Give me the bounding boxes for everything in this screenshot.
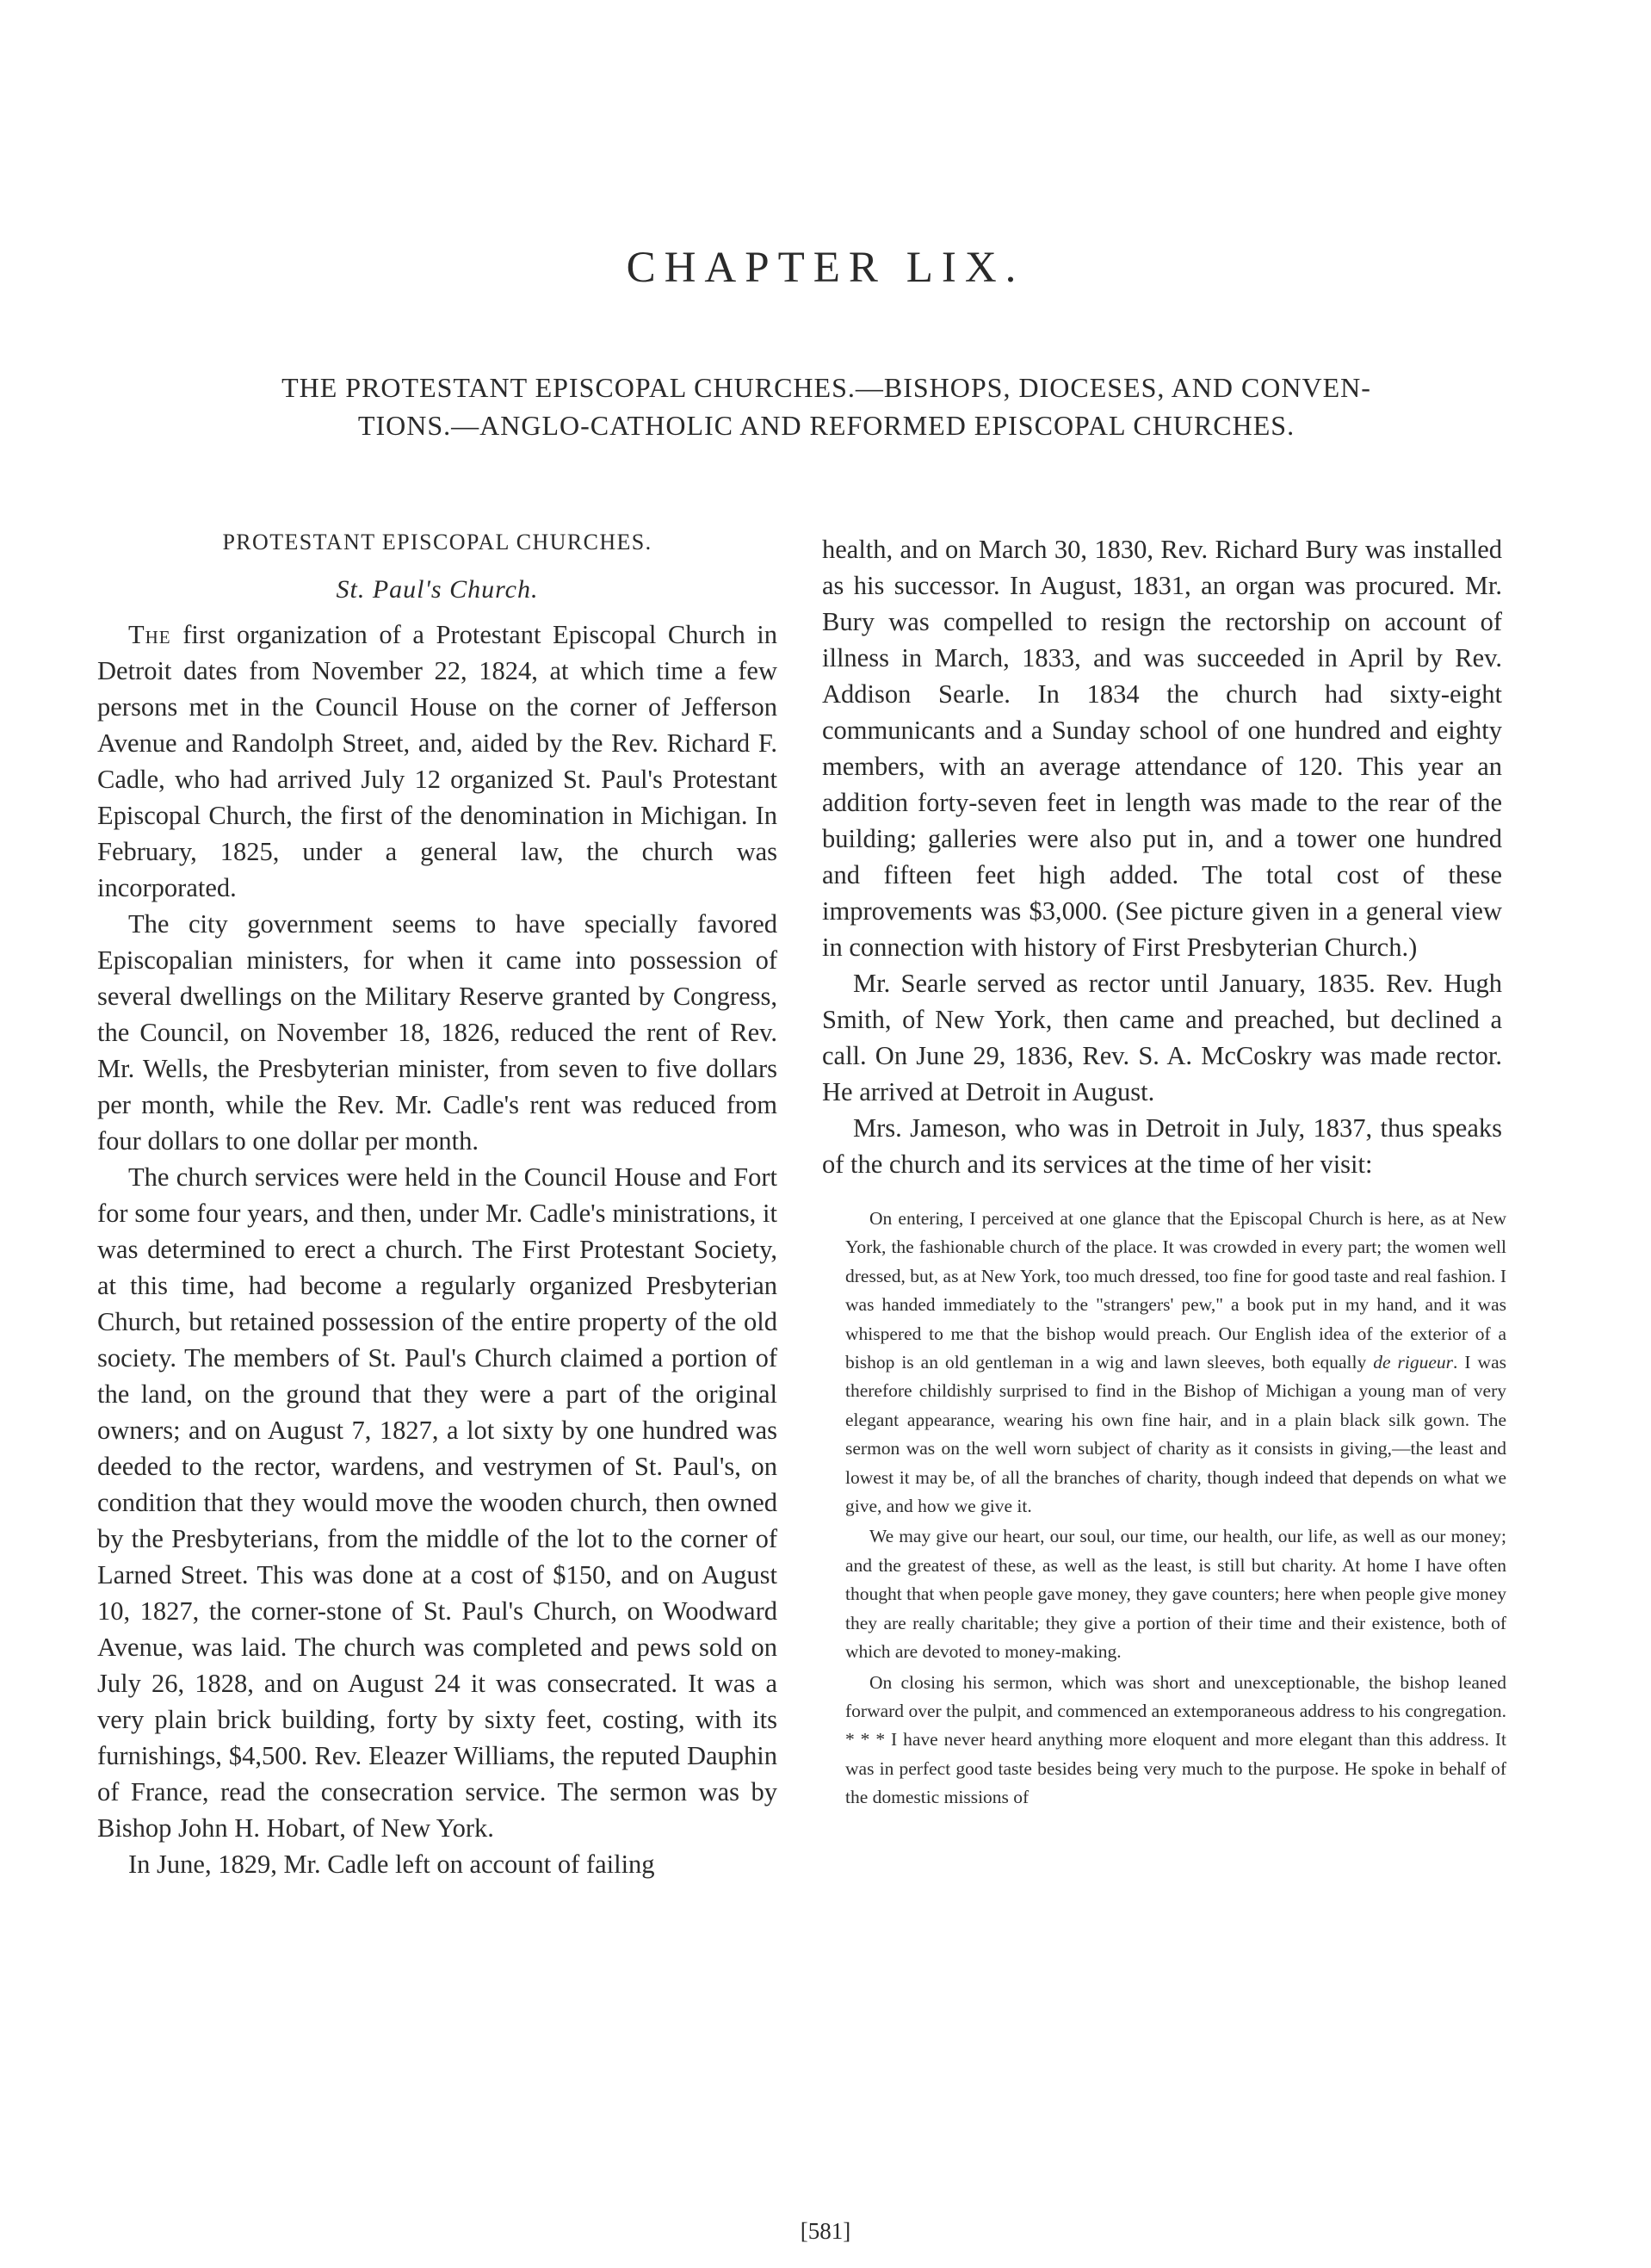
- church-heading: St. Paul's Church.: [336, 575, 539, 604]
- left-column: [97, 525, 777, 1882]
- chapter-title: CHAPTER LIX.: [626, 244, 1025, 292]
- chapter-subtitle-line-1: THE PROTESTANT EPISCOPAL CHURCHES.—BISHOPS, DIOCESES, AND CONVEN-: [281, 372, 1371, 403]
- block-quote: [845, 1205, 1506, 1813]
- paragraph: Mr. Searle served as rector until January, 1835. Rev. Hugh Smith, of New York, then came and preached, but declined a call. On June 29, 1836, Rev. S. A. McCoskry was made rector. He arrived at Detroit in August.: [822, 969, 1502, 1106]
- quote-italic-text: de rigueur: [1373, 1352, 1454, 1373]
- chapter-subtitle: [95, 369, 1558, 444]
- paragraph: The city government seems to have specially favored Episcopalian ministers, for when it came into possession of several dwellings on the Military Reserve granted by Congress, the Council, on November 18, 1826, reduced the rent of Rev. Mr. Wells, the Presbyterian minister, from seven to five dollars per month, while the Rev. Mr. Cadle's rent was reduced from four dollars to one dollar per month.: [97, 909, 777, 1156]
- paragraph: Mrs. Jameson, who was in Detroit in July, 1837, thus speaks of the church and its services at the time of her visit:: [822, 1113, 1502, 1179]
- paragraph: health, and on March 30, 1830, Rev. Richard Bury was installed as his successor. In August, 1831, an organ was procured. Mr. Bury was compelled to resign the rectorship on account of illness in March, 1833, and was succeeded in April by Rev. Addison Searle. In 1834 the church had sixty-eight communicants and a Sunday school of one hundred and eighty members, with an average attendance of 120. This year an addition forty-seven feet in length was made to the rear of the building; galleries were also put in, and a tower one hundred and fifteen feet high added. The total cost of these improvements was $3,000. (See picture given in a general view in connection with history of First Presbyterian Church.): [822, 535, 1502, 962]
- right-column: [822, 531, 1506, 1813]
- paragraph: The church services were held in the Council House and Fort for some four years, and then, under Mr. Cadle's ministrations, it was determined to erect a church. The First Protestant Society, at this time, had become a regularly organized Presbyterian Church, but retained possession of the entire property of the old society. The members of St. Paul's Church claimed a portion of the land, on the ground that they were a part of the original owners; and on August 7, 1827, a lot sixty by one hundred was deeded to the rector, wardens, and vestrymen of St. Paul's, on condition that they would move the wooden church, then owned by the Presbyterians, from the middle of the lot to the corner of Larned Street. This was done at a cost of $150, and on August 10, 1827, the corner-stone of St. Paul's Church, on Woodward Avenue, was laid. The church was completed and pews sold on July 26, 1828, and on August 24 it was consecrated. It was a very plain brick building, forty by sixty feet, costing, with its furnishings, $4,500. Rev. Eleazer Williams, the reputed Dauphin of France, read the consecration service. The sermon was by Bishop John H. Hobart, of New York.: [97, 1162, 777, 1843]
- quote-paragraph: [845, 1205, 1506, 1521]
- chapter-subtitle-line-2: TIONS.—ANGLO-CATHOLIC AND REFORMED EPISCOPAL CHURCHES.: [357, 410, 1295, 441]
- page-number: [581]: [800, 2218, 851, 2244]
- quote-text: . I was therefore childishly surprised to find in the Bishop of Michigan a young man of very elegant appearance, wearing his own fine hair, and in a plain black silk gown. The sermon was on the well worn subject of charity as it consists in giving,—the least and lowest it may be, of all the branches of charity, though indeed that depends on what we give, and how we give it.: [845, 1352, 1506, 1517]
- quote-paragraph: We may give our heart, our soul, our time, our health, our life, as well as our money; and the greatest of these, as well as the least, is still but charity. At home I have often thought that when people gave money, they gave counters; here when people give money they are really charitable; they give a portion of their time and their existence, both of which are devoted to money-making.: [845, 1526, 1506, 1663]
- paragraph: In June, 1829, Mr. Cadle left on account of failing: [128, 1850, 655, 1879]
- paragraph-text: first organization of a Protestant Episcopal Church in Detroit dates from November 22, 1824, at which time a few persons met in the Council House on the corner of Jefferson Avenue and Randolph Street, and, aided by the Rev. Richard F. Cadle, who had arrived July 12 organized St. Paul's Protestant Episcopal Church, the first of the denomination in Michigan. In February, 1825, under a general law, the church was incorporated.: [97, 620, 777, 902]
- quote-paragraph: On closing his sermon, which was short and unexceptionable, the bishop leaned forward over the pulpit, and commenced an extemporaneous address to his congregation. * * * I have never heard anything more eloquent and more elegant than this address. It was in perfect good taste besides being very much to the purpose. He spoke in behalf of the domestic missions of: [845, 1671, 1506, 1808]
- section-heading: PROTESTANT EPISCOPAL CHURCHES.: [222, 530, 652, 555]
- paragraph: [97, 617, 777, 906]
- lead-word: The: [128, 620, 171, 649]
- quote-text: On entering, I perceived at one glance that the Episcopal Church is here, as at New York, the fashionable church of the place. It was crowded in every part; the women well dressed, but, as at New York, too much dressed, too fine for good taste and real fashion. I was handed immediately to the "strangers' pew," a book put in my hand, and it was whispered to me that the bishop would preach. Our English idea of the exterior of a bishop is an old gentleman in a wig and lawn sleeves, both equally: [845, 1208, 1506, 1373]
